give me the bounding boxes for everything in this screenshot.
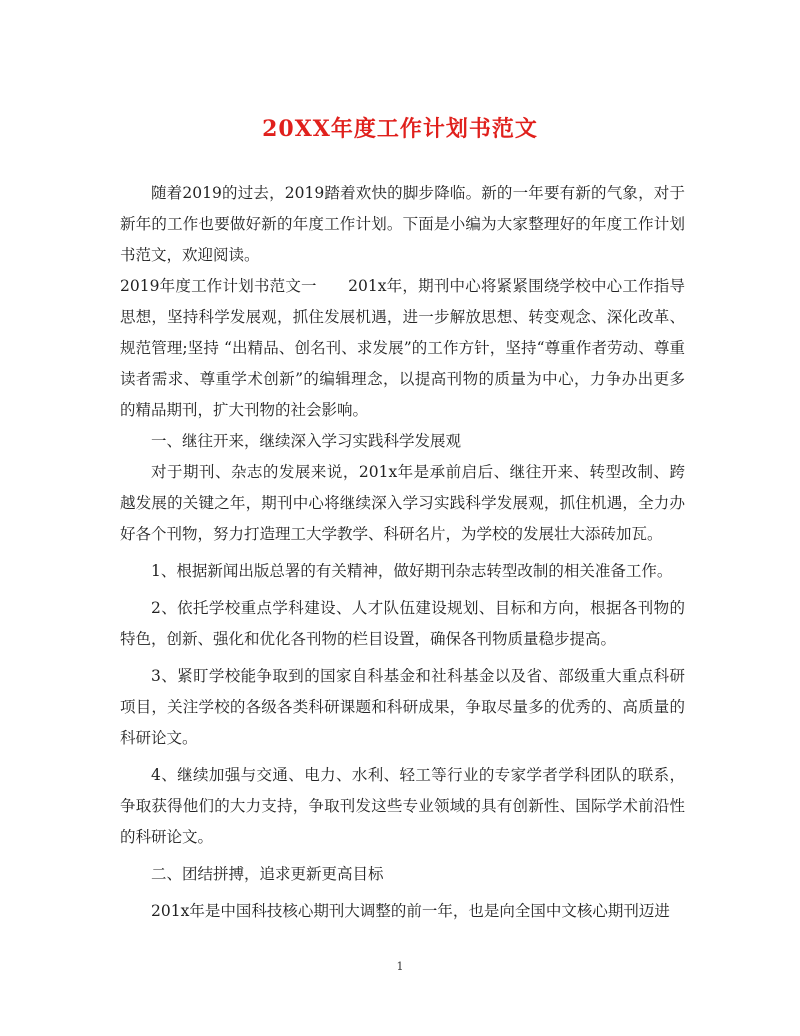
page-number: 1 <box>396 960 404 973</box>
paragraph-plan-one: 2019年度工作计划书范文一 201x年，期刊中心将紧紧围绕学校中心工作指导思想，坚持科学发展观，抓住发展机遇，进一步解放思想、转变观念、深化改革、规范管理;坚持 “出精品、创名刊、求发展”的工作方针，坚持“尊重作者劳动、尊重读者需求、尊重学术创新”的编辑理念，以提高刊物的质量为中心，力争办出更多的精品期刊，扩大刊物的社会影响。 <box>120 277 685 419</box>
paragraph-development: 对于期刊、杂志的发展来说，201x年是承前启后、继往开来、转型改制、跨越发展的关键之年，期刊中心将继续深入学习实践科学发展观，抓住机遇，全力办好各个刊物，努力打造理工大学教学、科研名片，为学校的发展壮大添砖加瓦。 <box>120 463 685 543</box>
section-heading-one: 一、继往开来，继续深入学习实践科学发展观 <box>151 432 462 450</box>
list-item-4: 4、继续加强与交通、电力、水利、轻工等行业的专家学者学科团队的联系，争取获得他们的大力支持，争取刊发这些专业领域的具有创新性、国际学术前沿性的科研论文。 <box>120 766 685 846</box>
document-body <box>120 178 685 927</box>
document-title: 20XX年度工作计划书范文 <box>262 116 538 142</box>
paragraph-intro: 随着2019的过去，2019踏着欢快的脚步降临。新的一年要有新的气象，对于新年的工作也要做好新的年度工作计划。下面是小编为大家整理好的年度工作计划书范文，欢迎阅读。 <box>120 184 685 264</box>
list-item-1: 1、根据新闻出版总署的有关精神，做好期刊杂志转型改制的相关准备工作。 <box>151 562 673 580</box>
section-heading-two: 二、团结拼搏，追求更新更高目标 <box>151 865 384 883</box>
list-item-2: 2、依托学校重点学科建设、人才队伍建设规划、目标和方向，根据各刊物的特色，创新、强化和优化各刊物的栏目设置，确保各刊物质量稳步提高。 <box>120 599 685 648</box>
list-item-3: 3、紧盯学校能争取到的国家自科基金和社科基金以及省、部级重大重点科研项目，关注学校的各级各类科研课题和科研成果，争取尽量多的优秀的、高质量的科研论文。 <box>120 667 685 747</box>
paragraph-core-journal: 201x年是中国科技核心期刊大调整的前一年，也是向全国中文核心期刊迈进 <box>151 902 670 920</box>
